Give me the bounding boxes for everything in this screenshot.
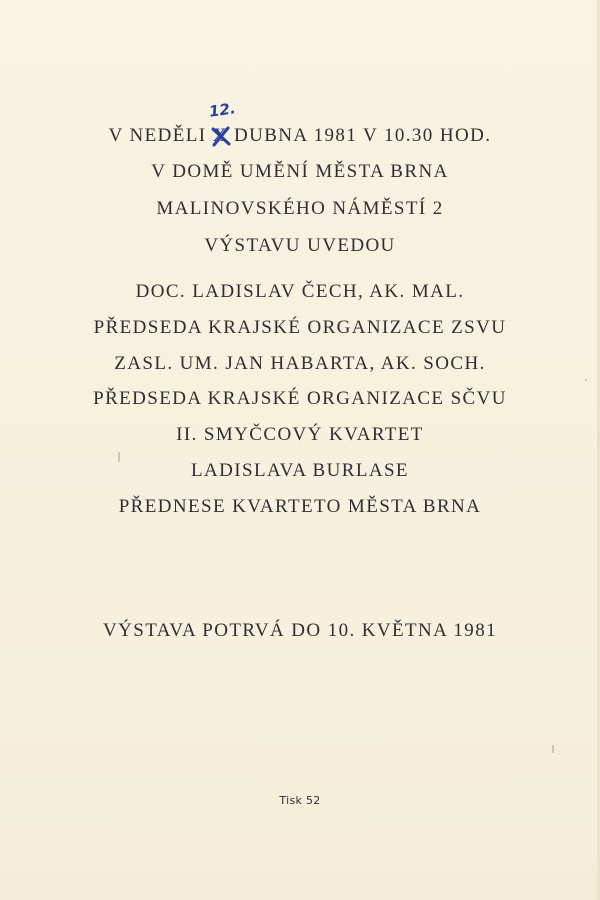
handwritten-day-correction: 12.	[207, 99, 237, 121]
performer-line: PŘEDNESE KVARTETO MĚSTA BRNA	[118, 496, 482, 517]
composer-line: LADISLAVA BURLASE	[191, 460, 409, 481]
speaker-2-title: PŘEDSEDA KRAJSKÉ ORGANIZACE SČVU	[93, 388, 507, 409]
struck-out-day: X	[212, 125, 228, 146]
date-line-prefix: V NEDĚLI	[108, 125, 213, 146]
corrected-day	[207, 99, 237, 148]
speaker-2-name: ZASL. UM. JAN HABARTA, AK. SOCH.	[114, 353, 486, 374]
paper-speck	[118, 452, 120, 462]
date-line-suffix: DUBNA 1981 V 10.30 HOD.	[227, 125, 492, 146]
exhibition-duration-line: VÝSTAVA POTRVÁ DO 10. KVĚTNA 1981	[103, 620, 497, 641]
date-time-line	[0, 99, 600, 148]
opening-intro-line: VÝSTAVU UVEDOU	[204, 235, 396, 256]
music-piece-line: II. SMYČCOVÝ KVARTET	[176, 424, 424, 445]
speaker-1-name: DOC. LADISLAV ČECH, AK. MAL.	[135, 281, 465, 302]
venue-line: V DOMĚ UMĚNÍ MĚSTA BRNA	[151, 161, 449, 182]
address-line: MALINOVSKÉHO NÁMĚSTÍ 2	[156, 198, 444, 219]
paper-speck	[585, 379, 587, 381]
paper-speck	[552, 745, 554, 753]
print-mark: Tisk 52	[279, 794, 321, 807]
speaker-1-title: PŘEDSEDA KRAJSKÉ ORGANIZACE ZSVU	[93, 317, 507, 338]
